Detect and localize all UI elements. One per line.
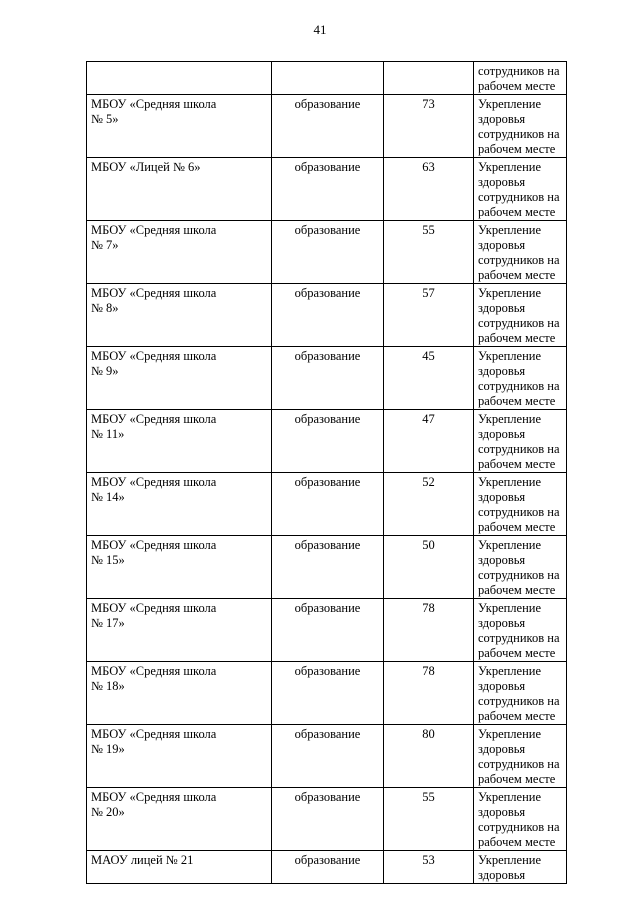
org-line: № 5» xyxy=(91,112,119,126)
org-line: МБОУ «Средняя школа xyxy=(91,727,217,741)
sector-cell: образование xyxy=(272,851,384,884)
measure-line: сотрудников на xyxy=(478,253,560,267)
org-cell xyxy=(87,284,272,347)
org-cell xyxy=(87,662,272,725)
measure-cell xyxy=(474,599,567,662)
measure-line: здоровья xyxy=(478,238,526,252)
measure-cell xyxy=(474,410,567,473)
count-cell: 55 xyxy=(384,788,474,851)
count-cell: 50 xyxy=(384,536,474,599)
org-cell xyxy=(87,95,272,158)
count-cell: 73 xyxy=(384,95,474,158)
count-cell: 63 xyxy=(384,158,474,221)
measure-line: здоровья xyxy=(478,742,526,756)
table-row xyxy=(87,662,567,725)
sector-cell: образование xyxy=(272,536,384,599)
table-row xyxy=(87,599,567,662)
data-table xyxy=(86,61,567,884)
sector-cell: образование xyxy=(272,725,384,788)
org-line: МБОУ «Средняя школа xyxy=(91,412,217,426)
measure-line: сотрудников на xyxy=(478,820,560,834)
measure-line: рабочем месте xyxy=(478,835,556,849)
org-line: МАОУ лицей № 21 xyxy=(91,853,194,867)
sector-cell: образование xyxy=(272,284,384,347)
org-line: МБОУ «Средняя школа xyxy=(91,538,217,552)
measure-cell xyxy=(474,725,567,788)
measure-line: рабочем месте xyxy=(478,79,556,93)
org-line: № 18» xyxy=(91,679,125,693)
measure-line: здоровья xyxy=(478,679,526,693)
table-row xyxy=(87,725,567,788)
table-row xyxy=(87,851,567,884)
table-row xyxy=(87,410,567,473)
table-row xyxy=(87,473,567,536)
sector-cell: образование xyxy=(272,347,384,410)
org-cell xyxy=(87,158,272,221)
org-cell xyxy=(87,725,272,788)
count-cell: 57 xyxy=(384,284,474,347)
measure-cell xyxy=(474,347,567,410)
table-row xyxy=(87,788,567,851)
measure-line: Укрепление xyxy=(478,601,542,615)
measure-line: рабочем месте xyxy=(478,772,556,786)
sector-cell xyxy=(272,62,384,95)
count-cell: 45 xyxy=(384,347,474,410)
org-cell xyxy=(87,347,272,410)
measure-line: Укрепление xyxy=(478,97,542,111)
measure-line: Укрепление xyxy=(478,853,542,867)
org-cell xyxy=(87,473,272,536)
measure-line: здоровья xyxy=(478,868,526,882)
table-row xyxy=(87,347,567,410)
org-line: МБОУ «Лицей № 6» xyxy=(91,160,201,174)
measure-line: здоровья xyxy=(478,175,526,189)
org-line: МБОУ «Средняя школа xyxy=(91,790,217,804)
count-cell: 53 xyxy=(384,851,474,884)
measure-line: Укрепление xyxy=(478,223,542,237)
org-line: МБОУ «Средняя школа xyxy=(91,223,217,237)
measure-line: сотрудников на xyxy=(478,190,560,204)
org-cell xyxy=(87,410,272,473)
org-line: № 17» xyxy=(91,616,125,630)
table-row xyxy=(87,284,567,347)
measure-cell xyxy=(474,536,567,599)
org-cell xyxy=(87,62,272,95)
org-cell xyxy=(87,851,272,884)
sector-cell: образование xyxy=(272,788,384,851)
sector-cell: образование xyxy=(272,95,384,158)
measure-line: рабочем месте xyxy=(478,394,556,408)
measure-line: сотрудников на xyxy=(478,631,560,645)
count-cell: 80 xyxy=(384,725,474,788)
org-line: № 11» xyxy=(91,427,125,441)
org-line: МБОУ «Средняя школа xyxy=(91,664,217,678)
measure-cell xyxy=(474,662,567,725)
org-line: № 9» xyxy=(91,364,119,378)
measure-line: сотрудников на xyxy=(478,757,560,771)
measure-line: Укрепление xyxy=(478,664,542,678)
org-line: № 14» xyxy=(91,490,125,504)
org-line: МБОУ «Средняя школа xyxy=(91,97,217,111)
org-line: № 15» xyxy=(91,553,125,567)
measure-line: сотрудников на xyxy=(478,127,560,141)
count-cell: 78 xyxy=(384,662,474,725)
org-line: МБОУ «Средняя школа xyxy=(91,286,217,300)
measure-line: Укрепление xyxy=(478,538,542,552)
measure-line: рабочем месте xyxy=(478,457,556,471)
org-cell xyxy=(87,221,272,284)
sector-cell: образование xyxy=(272,410,384,473)
org-line: № 7» xyxy=(91,238,119,252)
table-row xyxy=(87,221,567,284)
measure-cell xyxy=(474,221,567,284)
measure-line: сотрудников на xyxy=(478,505,560,519)
measure-cell xyxy=(474,62,567,95)
measure-line: рабочем месте xyxy=(478,142,556,156)
measure-cell xyxy=(474,95,567,158)
table-row xyxy=(87,158,567,221)
measure-line: рабочем месте xyxy=(478,268,556,282)
sector-cell: образование xyxy=(272,221,384,284)
count-cell: 78 xyxy=(384,599,474,662)
org-cell xyxy=(87,599,272,662)
org-line: № 8» xyxy=(91,301,119,315)
measure-line: здоровья xyxy=(478,805,526,819)
table-row xyxy=(87,536,567,599)
org-line: МБОУ «Средняя школа xyxy=(91,601,217,615)
measure-line: сотрудников на xyxy=(478,568,560,582)
measure-line: рабочем месте xyxy=(478,331,556,345)
org-cell xyxy=(87,536,272,599)
measure-line: здоровья xyxy=(478,364,526,378)
measure-line: здоровья xyxy=(478,301,526,315)
count-cell: 47 xyxy=(384,410,474,473)
measure-cell xyxy=(474,284,567,347)
org-line: № 19» xyxy=(91,742,125,756)
measure-cell xyxy=(474,158,567,221)
measure-line: рабочем месте xyxy=(478,646,556,660)
measure-line: Укрепление xyxy=(478,349,542,363)
measure-cell xyxy=(474,473,567,536)
table-row xyxy=(87,95,567,158)
measure-line: сотрудников на xyxy=(478,442,560,456)
org-cell xyxy=(87,788,272,851)
measure-line: рабочем месте xyxy=(478,583,556,597)
count-cell: 55 xyxy=(384,221,474,284)
org-line: МБОУ «Средняя школа xyxy=(91,349,217,363)
measure-line: Укрепление xyxy=(478,727,542,741)
measure-cell xyxy=(474,788,567,851)
sector-cell: образование xyxy=(272,662,384,725)
measure-cell xyxy=(474,851,567,884)
measure-line: Укрепление xyxy=(478,412,542,426)
measure-line: здоровья xyxy=(478,490,526,504)
sector-cell: образование xyxy=(272,599,384,662)
measure-line: сотрудников на xyxy=(478,64,560,78)
measure-line: Укрепление xyxy=(478,286,542,300)
measure-line: Укрепление xyxy=(478,160,542,174)
measure-line: рабочем месте xyxy=(478,520,556,534)
measure-line: здоровья xyxy=(478,553,526,567)
measure-line: сотрудников на xyxy=(478,379,560,393)
sector-cell: образование xyxy=(272,473,384,536)
table-row xyxy=(87,62,567,95)
page-number: 41 xyxy=(313,22,327,37)
measure-line: сотрудников на xyxy=(478,316,560,330)
count-cell xyxy=(384,62,474,95)
measure-line: Укрепление xyxy=(478,475,542,489)
measure-line: сотрудников на xyxy=(478,694,560,708)
measure-line: здоровья xyxy=(478,616,526,630)
org-line: № 20» xyxy=(91,805,125,819)
measure-line: рабочем месте xyxy=(478,709,556,723)
org-line: МБОУ «Средняя школа xyxy=(91,475,217,489)
measure-line: здоровья xyxy=(478,112,526,126)
measure-line: Укрепление xyxy=(478,790,542,804)
sector-cell: образование xyxy=(272,158,384,221)
count-cell: 52 xyxy=(384,473,474,536)
measure-line: здоровья xyxy=(478,427,526,441)
measure-line: рабочем месте xyxy=(478,205,556,219)
